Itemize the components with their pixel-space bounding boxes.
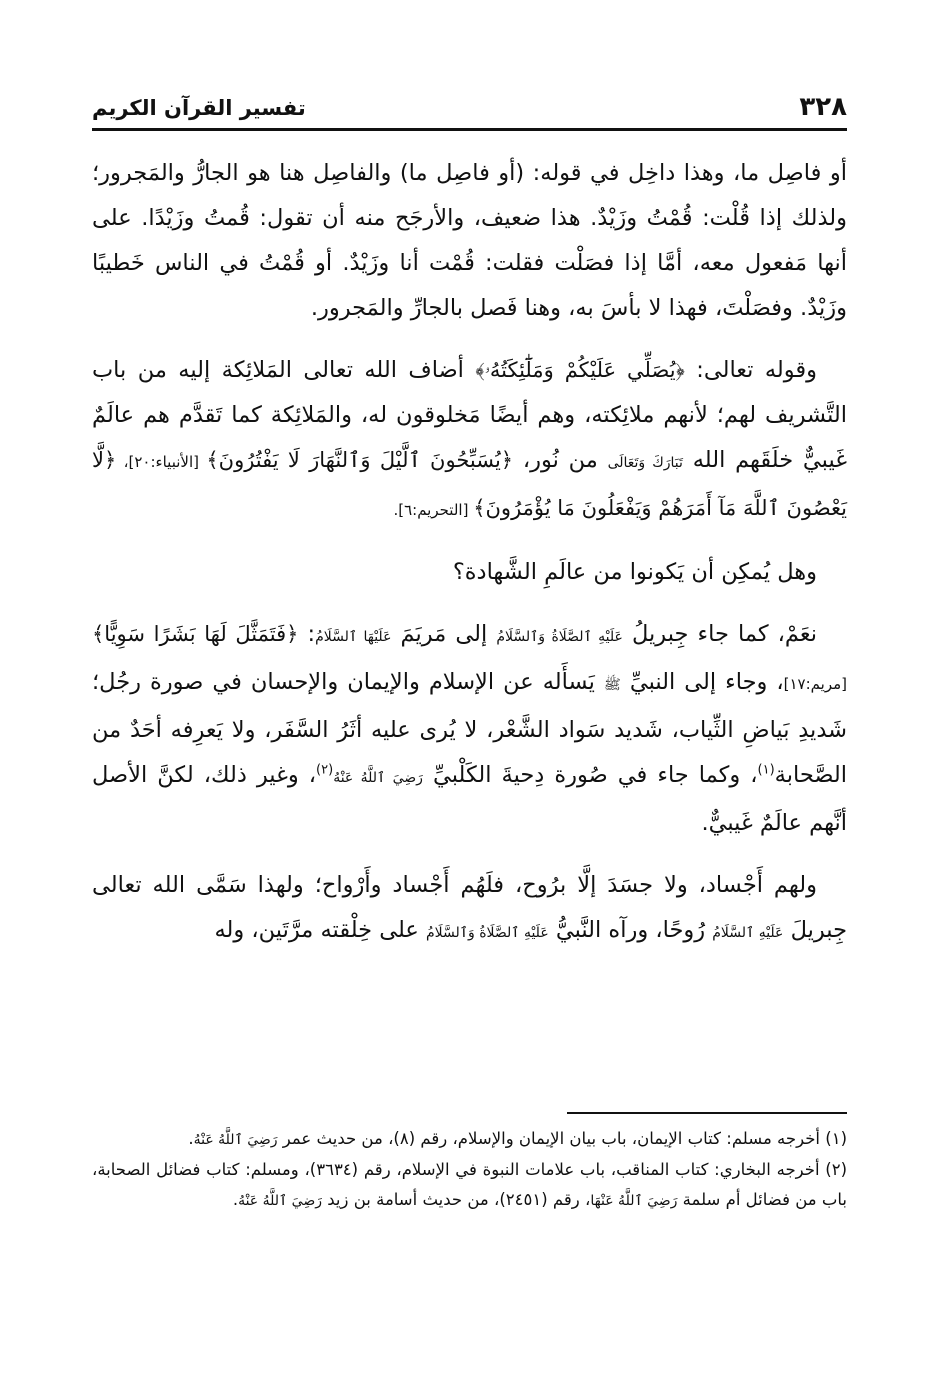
text-run: (٢) أخرجه البخاري: كتاب المناقب، باب علامات النبوة في الإسلام، رقم (٣٦٣٤)، ومسلم: كتاب فضائل الصحابة، باب من فضائل أم سلمة: [92, 1160, 847, 1209]
paragraph-3-question: وهل يُمكِن أن يَكونوا من عالَمِ الشَّهادة؟: [452, 559, 817, 585]
main-text: [92, 151, 847, 956]
quran-verse: ﴿لَّا يَعْصُونَ ٱللَّهَ مَآ أَمَرَهُمْ وَيَفْعَلُونَ مَا يُؤْمَرُونَ﴾: [92, 448, 847, 520]
footnote-1: [92, 1124, 847, 1155]
text-run: .: [188, 1129, 194, 1148]
text-run: (١) أخرجه مسلم: كتاب الإيمان، باب بيان الإيمان والإسلام، رقم (٨)، من حديث عمر: [277, 1129, 847, 1148]
text-run: من نُور،: [513, 447, 608, 473]
text-run: على خِلْقته مرَّتَين، وله: [214, 917, 427, 943]
honorific: عَلَيْهِ ٱلسَّلَامُ: [712, 925, 784, 941]
honorific: ﷺ: [603, 677, 621, 693]
honorific: رَضِيَ ٱللَّهُ عَنْهُ: [333, 770, 423, 786]
quran-verse: ﴿فَتَمَثَّلَ لَهَا بَشَرًا سَوِيًّا﴾: [92, 622, 299, 646]
footnotes: [92, 1124, 847, 1216]
quran-verse: ﴿يُسَبِّحُونَ ٱلَّيْلَ وَٱلنَّهَارَ لَا يَفْتُرُونَ﴾: [206, 448, 514, 472]
honorific: رَضِيَ ٱللَّهُ عَنْهُ: [238, 1193, 322, 1209]
text-run: أضاف الله تعالى المَلائِكة إليه من باب التَّشريف لهم؛ لأنهم ملائِكته، وهم أيضًا مَخلوقون له، والمَلائِكة كما تَقدَّم هم عالَمٌ غَيبيٌّ خلَقَهم الله: [92, 357, 848, 473]
quran-verse: ﴿يُصَلِّي عَلَيْكُمْ وَمَلَٰٓئِكَتُهُۥ﴾: [475, 358, 685, 382]
text-run: ، وجاء إلى النبيِّ: [620, 669, 784, 695]
book-page: [92, 88, 847, 1338]
paragraph-2: [92, 348, 847, 533]
text-run: ، رقم (٢٤٥١)، من حديث أسامة بن زيد: [321, 1190, 591, 1209]
footnote-marker: (١): [757, 762, 775, 778]
paragraph-5: [92, 863, 847, 956]
honorific: تَبَارَكَ وَتَعَالَى: [607, 455, 683, 471]
text-run: :: [298, 621, 316, 647]
verse-reference: [الأنبياء:٢٠]،: [116, 453, 207, 471]
text-run: وقوله تعالى:: [684, 357, 817, 383]
honorific: عَلَيْهَا ٱلسَّلَامُ: [315, 629, 392, 645]
footnote-2: [92, 1155, 847, 1216]
honorific: عَلَيْهِ ٱلصَّلَاةُ وَٱلسَّلَامُ: [496, 629, 623, 645]
footnote-divider: [567, 1112, 847, 1114]
text-run: .: [232, 1190, 239, 1209]
paragraph-4: [92, 612, 847, 846]
text-run: إلى مَريَمَ: [391, 621, 497, 647]
honorific: رَضِيَ ٱللَّهُ عَنْهُ: [193, 1132, 278, 1148]
paragraph-1: أو فاصِل ما، وهذا داخِل في قوله: (أو فاصِل ما) والفاصِل هنا هو الجارُّ والمَجرور؛ ولذلك إذا قُلْت: قُمْتُ وزَيْدٌ. هذا ضعيف، والأرجَح منه أن تقول: قُمتُ وزَيْدًا. على أنها مَفعول معه، أمَّا إذا فصَلْت فقلت: قُمْت أنا وزَيْدٌ. أو قُمْتُ في الناس خَطيبًا وزَيْدٌ. وفصَلْتَ، فهذا لا بأسَ به، وهنا فَصل بالجارِّ والمَجرور.: [92, 160, 847, 321]
book-title: تفسير القرآن الكريم: [92, 96, 306, 120]
text-run: ولهم أَجْساد، ولا جسَدَ إلَّا برُوح، فلَهُم أَجْساد وأَرْواح؛ ولهذا سَمَّى الله تعالى جِبريلَ: [92, 872, 847, 943]
text-run: رُوحًا، ورآه النَّبيُّ: [548, 917, 713, 943]
footnote-marker: (٢): [316, 762, 334, 778]
verse-reference: [التحريم:٦].: [393, 501, 474, 519]
honorific: رَضِيَ ٱللَّهُ عَنْهَا: [590, 1193, 678, 1209]
page-header: [92, 88, 847, 131]
text-run: ، وغير ذلك، لكنَّ الأصل أنَّهم عالَمٌ غَيبيٌّ.: [92, 762, 847, 836]
text-run: نعَمْ، كما جاء جِبريلُ: [622, 621, 817, 647]
honorific: عَلَيْهِ ٱلصَّلَاةُ وَٱلسَّلَامُ: [426, 925, 549, 941]
verse-reference: [مريم:١٧]: [783, 675, 847, 693]
page-number: ٣٢٨: [799, 92, 847, 122]
text-run: ، وكما جاء في صُورة دِحيةَ الكَلْبيِّ: [422, 762, 758, 788]
text-run: يَسأَله عن الإسلام والإيمان والإحسان في صورة رجُل؛ شَديدِ بَياضِ الثِّياب، شَديد سَواد الشَّعْر، لا يُرى عليه أثَرُ السَّفَر، ولا يَعرِفه أحَدٌ من الصَّحابة: [92, 669, 847, 788]
